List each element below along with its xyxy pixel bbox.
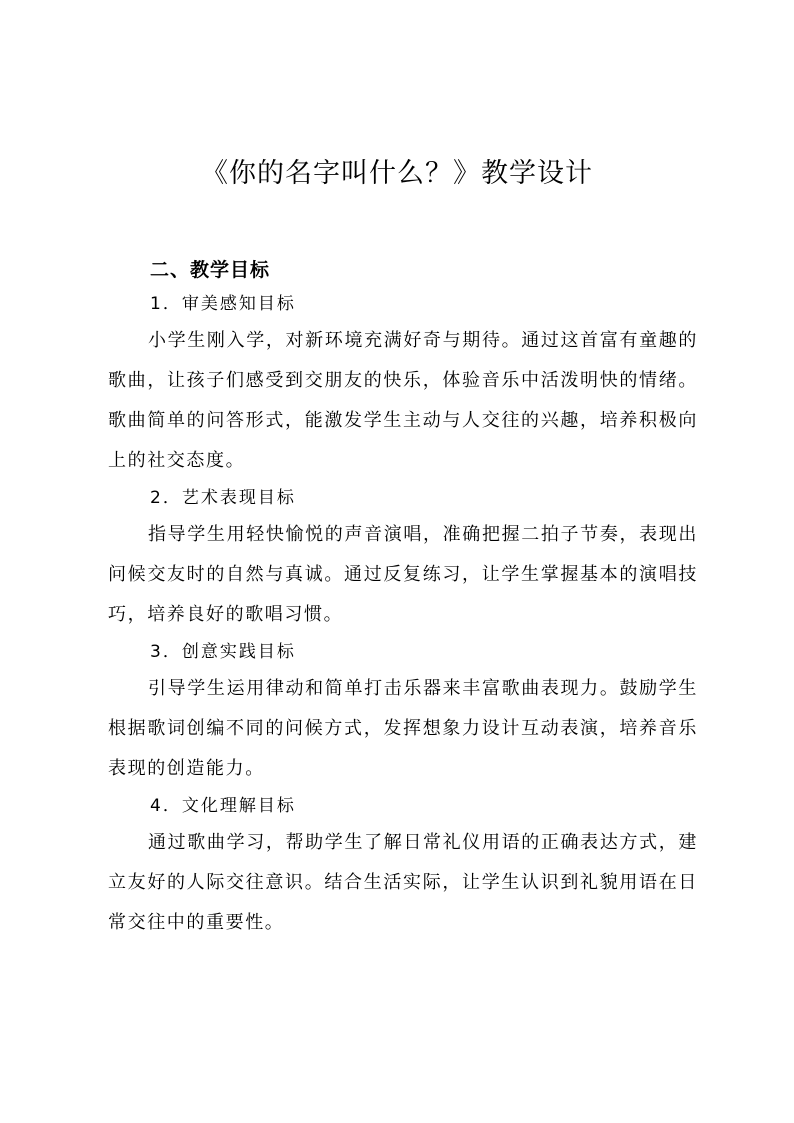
objective-heading-aesthetic: 1．审美感知目标	[150, 294, 296, 314]
objective-text-aesthetic: 小学生刚入学，对新环境充满好奇与期待。通过这首富有童趣的歌曲，让孩子们感受到交朋友的快乐，体验音乐中活泼明快的情绪。歌曲简单的问答形式，能激发学生主动与人交往的兴趣，培养积极向上的社交态度。	[108, 330, 698, 471]
objective-heading-artistic: 2．艺术表现目标	[150, 488, 296, 508]
objective-text-artistic: 指导学生用轻快愉悦的声音演唱，准确把握二拍子节奏，表现出问候交友时的自然与真诚。通过反复练习，让学生掌握基本的演唱技巧，培养良好的歌唱习惯。	[108, 524, 698, 625]
objective-heading-cultural: 4．文化理解目标	[150, 796, 296, 816]
objective-heading-creative: 3．创意实践目标	[150, 642, 296, 662]
document-title: 《你的名字叫什么？》教学设计	[201, 158, 593, 189]
objective-text-cultural: 通过歌曲学习，帮助学生了解日常礼仪用语的正确表达方式，建立友好的人际交往意识。结合生活实际，让学生认识到礼貌用语在日常交往中的重要性。	[108, 832, 698, 933]
section-heading: 二、教学目标	[150, 259, 271, 281]
objective-text-creative: 引导学生运用律动和简单打击乐器来丰富歌曲表现力。鼓励学生根据歌词创编不同的问候方式，发挥想象力设计互动表演，培养音乐表现的创造能力。	[108, 678, 698, 779]
document-body	[108, 253, 698, 943]
